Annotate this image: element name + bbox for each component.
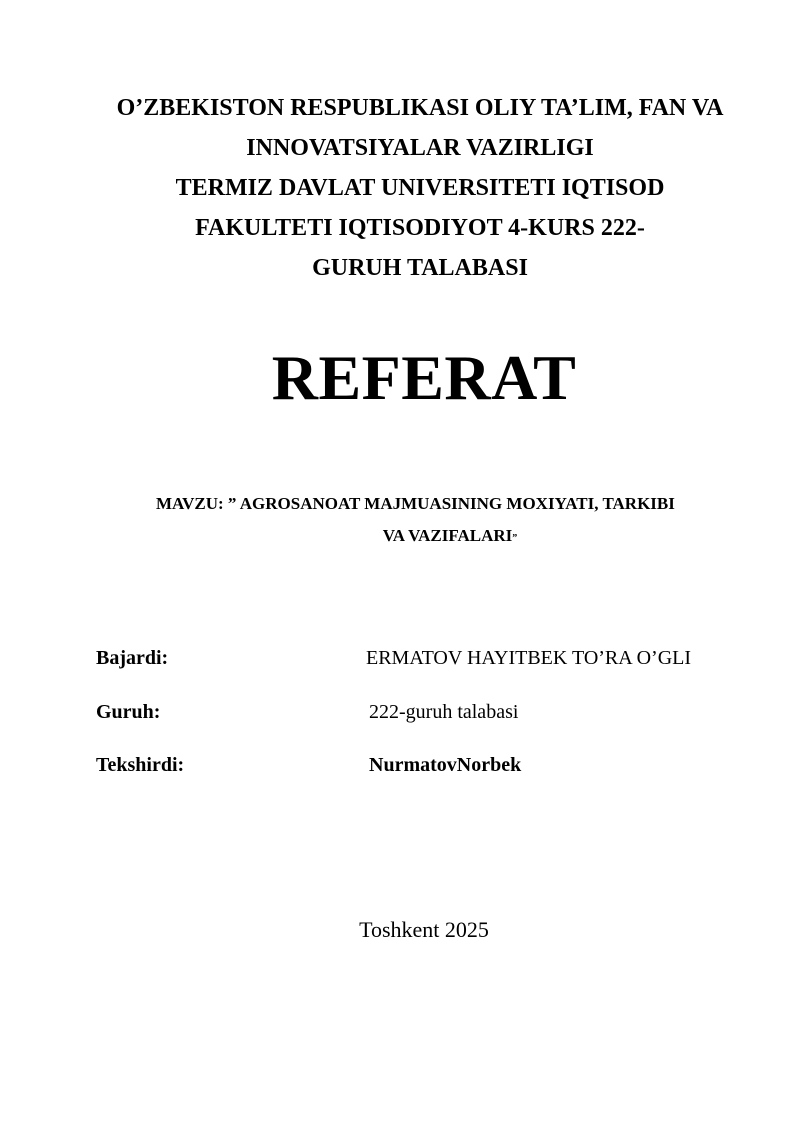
topic-closing-quote: ” <box>512 533 518 544</box>
topic-block <box>130 488 770 555</box>
topic-line-1: MAVZU: ” AGROSANOAT MAJMUASINING MOXIYATI, TARKIBI <box>156 494 675 513</box>
document-title: REFERAT <box>271 342 577 413</box>
bajardi-label: Bajardi: <box>96 647 169 669</box>
info-row-guruh <box>96 697 756 727</box>
bajardi-value: ERMATOV HAYITBEK TO’RA O’GLI <box>366 647 692 669</box>
info-row-tekshirdi <box>96 750 756 780</box>
header-line-5: GURUH TALABASI <box>312 255 528 281</box>
topic-line-2 <box>130 520 770 555</box>
header-line-3: TERMIZ DAVLAT UNIVERSITETI IQTISOD <box>175 175 665 201</box>
header-line-4: FAKULTETI IQTISODIYOT 4-KURS 222- <box>195 215 645 241</box>
header-line-2: INNOVATSIYALAR VAZIRLIGI <box>246 135 594 161</box>
place-and-year: Toshkent 2025 <box>359 917 489 942</box>
info-row-bajardi <box>96 643 756 673</box>
guruh-value: 222-guruh talabasi <box>369 701 519 723</box>
tekshirdi-value: NurmatovNorbek <box>369 754 522 776</box>
guruh-label: Guruh: <box>96 701 161 723</box>
institution-header <box>60 88 780 288</box>
header-line-1: O’ZBEKISTON RESPUBLIKASI OLIY TA’LIM, FAN VA <box>116 95 724 121</box>
tekshirdi-label: Tekshirdi: <box>96 754 185 776</box>
topic-line-2-text: VA VAZIFALARI <box>382 526 513 545</box>
